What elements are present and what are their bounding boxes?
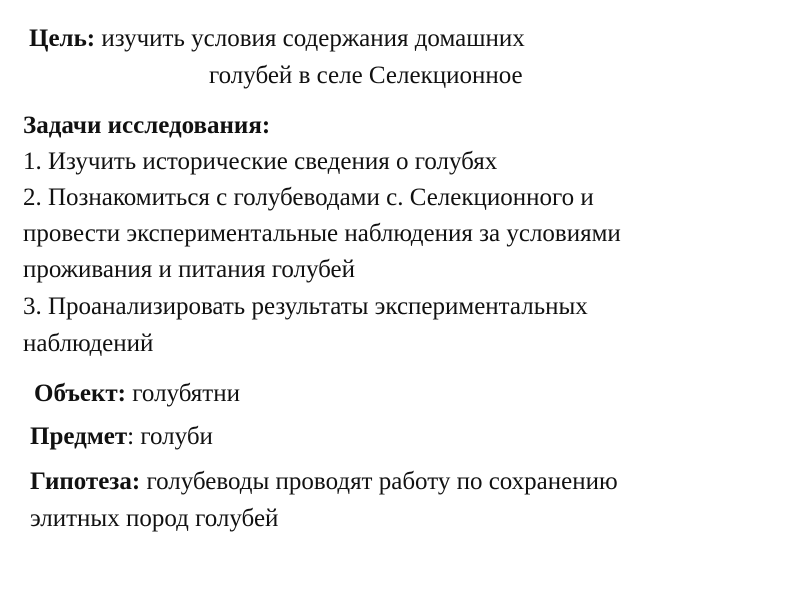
task-item-2-continued: проживания и питания голубей	[23, 256, 356, 283]
goal-text-continued: голубей в селе Селекционное	[209, 62, 523, 89]
hypothesis-text: голубеводы проводят работу по сохранению	[140, 468, 618, 495]
task-item-2: 2. Познакомиться с голубеводами с. Селекционного и	[23, 184, 594, 211]
hypothesis-line	[30, 468, 618, 496]
goal-line	[29, 25, 525, 53]
object-label: Объект:	[34, 380, 127, 407]
task-item-3-continued: наблюдений	[23, 330, 154, 357]
task-item-3: 3. Проанализировать результаты экспериментальных	[23, 293, 588, 320]
hypothesis-text-continued: элитных пород голубей	[30, 505, 279, 532]
task-item-2-continued: провести экспериментальные наблюдения за условиями	[23, 220, 621, 247]
tasks-heading: Задачи исследования:	[23, 112, 271, 139]
goal-label: Цель:	[29, 25, 96, 52]
subject-text: : голуби	[127, 423, 213, 450]
goal-text: изучить условия содержания домашних	[95, 25, 525, 52]
subject-line	[30, 423, 213, 451]
subject-label: Предмет	[30, 423, 128, 450]
object-line	[34, 380, 240, 408]
object-text: голубятни	[126, 380, 240, 407]
task-item-1: 1. Изучить исторические сведения о голубях	[23, 148, 498, 175]
hypothesis-label: Гипотеза:	[30, 468, 141, 495]
